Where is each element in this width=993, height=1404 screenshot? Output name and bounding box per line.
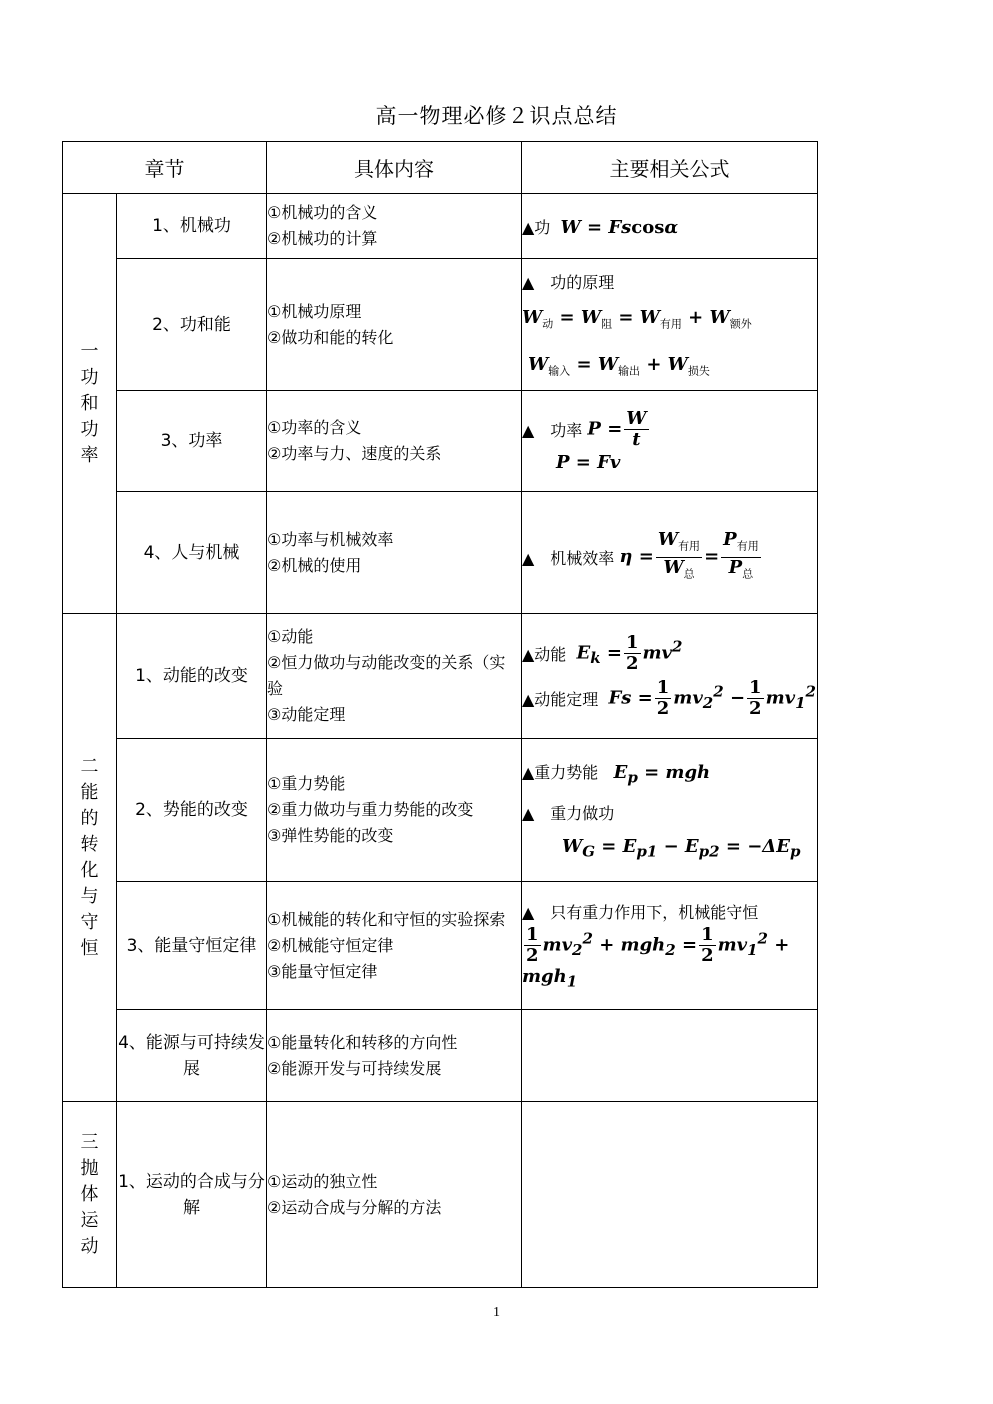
content-item: ③动能定理 — [267, 705, 346, 724]
content-cell — [267, 1010, 522, 1102]
content-item: ③弹性势能的改变 — [267, 826, 394, 845]
content-cell — [267, 391, 522, 492]
chapter-char: 率 — [80, 444, 99, 466]
table-row — [63, 882, 818, 1010]
section-title: 2、功和能 — [117, 259, 267, 391]
chapter-char: 功 — [80, 418, 99, 440]
page-title: 高一物理必修２识点总结 — [375, 104, 618, 128]
chapter-char: 恒 — [80, 937, 99, 959]
chapter-char: 运 — [80, 1209, 99, 1231]
content-cell — [267, 259, 522, 391]
formula-potential-energy: $E_p$ = mgh — [613, 761, 711, 787]
content-item: ②机械功的计算 — [267, 229, 378, 248]
content-item: ①功率的含义 — [267, 418, 362, 437]
chapter-3 — [63, 1102, 117, 1288]
content-item: ①机械能的转化和守恒的实验探索 — [267, 909, 506, 929]
formula-label: ▲ 重力做功 — [522, 803, 615, 823]
content-cell — [267, 492, 522, 614]
formula-cell — [522, 739, 818, 882]
chapter-char: 一 — [80, 340, 99, 362]
content-item: ①运动的独立性 — [267, 1171, 378, 1191]
content-cell — [267, 194, 522, 259]
chapter-char: 二 — [80, 755, 99, 777]
formula-label: ▲ 功的原理 — [522, 273, 615, 293]
table-row — [63, 739, 818, 882]
formula-power: P = $\frac{W}{t}$ — [587, 408, 647, 450]
content-cell — [267, 1102, 522, 1288]
section-title: 1、动能的改变 — [117, 614, 267, 739]
content-item: ①重力势能 — [267, 774, 346, 793]
formula-label: ▲ 只有重力作用下，机械能守恒 — [522, 903, 759, 923]
content-item: ①机械功原理 — [267, 301, 362, 321]
chapter-char: 体 — [80, 1183, 99, 1205]
table-row — [63, 194, 818, 259]
formula-work-principle: $W_动 = W_阻 = W_{有用} + W_{额外}$ — [522, 307, 752, 331]
formula-label: ▲动能定理 — [522, 690, 599, 709]
content-item: ①功率与机械效率 — [267, 529, 394, 549]
formula-label: ▲动能 — [522, 645, 567, 664]
table-header-row — [63, 142, 818, 194]
formula-energy-balance: $W_{输入} = W_{输出} + W_{损失}$ — [528, 354, 710, 378]
formula-power-velocity: P = Fv — [556, 452, 621, 473]
chapter-char: 能 — [80, 781, 99, 803]
table-row — [63, 614, 818, 739]
chapter-char: 三 — [80, 1131, 99, 1153]
formula-label: ▲功 — [522, 217, 551, 237]
formula-efficiency: η = $\frac{W_{有用}}{W_总}$ = $\frac{P_{有用}}{P_总}$ — [619, 529, 759, 581]
table-row — [63, 391, 818, 492]
section-title: 4、人与机械 — [117, 492, 267, 614]
chapter-char: 守 — [80, 911, 99, 933]
section-title: 1、运动的合成与分解 — [117, 1102, 267, 1288]
content-item: ②恒力做功与动能改变的关系（实验 — [267, 653, 506, 698]
content-item: ②机械能守恒定律 — [267, 935, 394, 955]
content-item: ③能量守恒定律 — [267, 961, 378, 981]
formula-work: W = Fscosα — [560, 216, 679, 238]
section-title: 3、能量守恒定律 — [117, 882, 267, 1010]
formula-mechanical-conservation: $\frac{1}{2}$ $mv_2^2 + mgh_2$ = $\frac{1}{2}$ $mv_1^2 + mgh_1$ — [522, 924, 790, 991]
table-row — [63, 1102, 818, 1288]
formula-cell — [522, 882, 818, 1010]
formula-gravity-work: $W_G = E_{p1} - E_{p2} = -\Delta E_p$ — [562, 835, 801, 861]
chapter-1 — [63, 194, 117, 614]
chapter-char: 功 — [80, 366, 99, 388]
header-content: 具体内容 — [267, 142, 522, 194]
formula-label: ▲ 功率 — [522, 421, 583, 440]
content-item: ②功率与力、速度的关系 — [267, 444, 442, 463]
table-row — [63, 259, 818, 391]
content-item: ②能源开发与可持续发展 — [267, 1058, 442, 1078]
table-row — [63, 1010, 818, 1102]
content-item: ①机械功的含义 — [267, 203, 378, 222]
formula-cell — [522, 492, 818, 614]
chapter-char: 转 — [80, 833, 99, 855]
formula-kinetic-theorem: Fs = $\frac{1}{2}$ $mv_2^2$ − $\frac{1}{2}$ $mv_1^2$ — [608, 677, 816, 719]
chapter-2 — [63, 614, 117, 1102]
content-item: ②运动合成与分解的方法 — [267, 1197, 442, 1217]
page-number: 1 — [493, 1305, 500, 1320]
formula-cell — [522, 194, 818, 259]
chapter-char: 动 — [80, 1235, 99, 1257]
formula-kinetic-energy: $E_k$ = $\frac{1}{2}$ $mv^2$ — [576, 632, 683, 674]
content-cell — [267, 614, 522, 739]
formula-cell — [522, 1010, 818, 1102]
chapter-char: 与 — [80, 885, 99, 907]
content-item: ①动能 — [267, 627, 314, 646]
content-item: ①能量转化和转移的方向性 — [267, 1032, 458, 1052]
formula-cell — [522, 259, 818, 391]
header-chapter: 章节 — [63, 142, 267, 194]
formula-label: ▲ 机械效率 — [522, 549, 615, 568]
formula-cell — [522, 391, 818, 492]
section-title: 2、势能的改变 — [117, 739, 267, 882]
formula-cell — [522, 614, 818, 739]
header-formula: 主要相关公式 — [522, 142, 818, 194]
content-cell — [267, 739, 522, 882]
table-row — [63, 492, 818, 614]
content-item: ②重力做功与重力势能的改变 — [267, 800, 474, 819]
section-title: 3、功率 — [117, 391, 267, 492]
chapter-char: 化 — [80, 859, 99, 881]
formula-label: ▲重力势能 — [522, 762, 599, 782]
section-title: 4、能源与可持续发展 — [117, 1010, 267, 1102]
section-title: 1、机械功 — [117, 194, 267, 259]
chapter-char: 和 — [80, 392, 99, 414]
summary-table — [62, 141, 818, 1288]
chapter-char: 抛 — [80, 1157, 99, 1179]
content-item: ②做功和能的转化 — [267, 327, 394, 347]
formula-cell — [522, 1102, 818, 1288]
content-cell — [267, 882, 522, 1010]
content-item: ②机械的使用 — [267, 555, 362, 575]
chapter-char: 的 — [80, 807, 99, 829]
